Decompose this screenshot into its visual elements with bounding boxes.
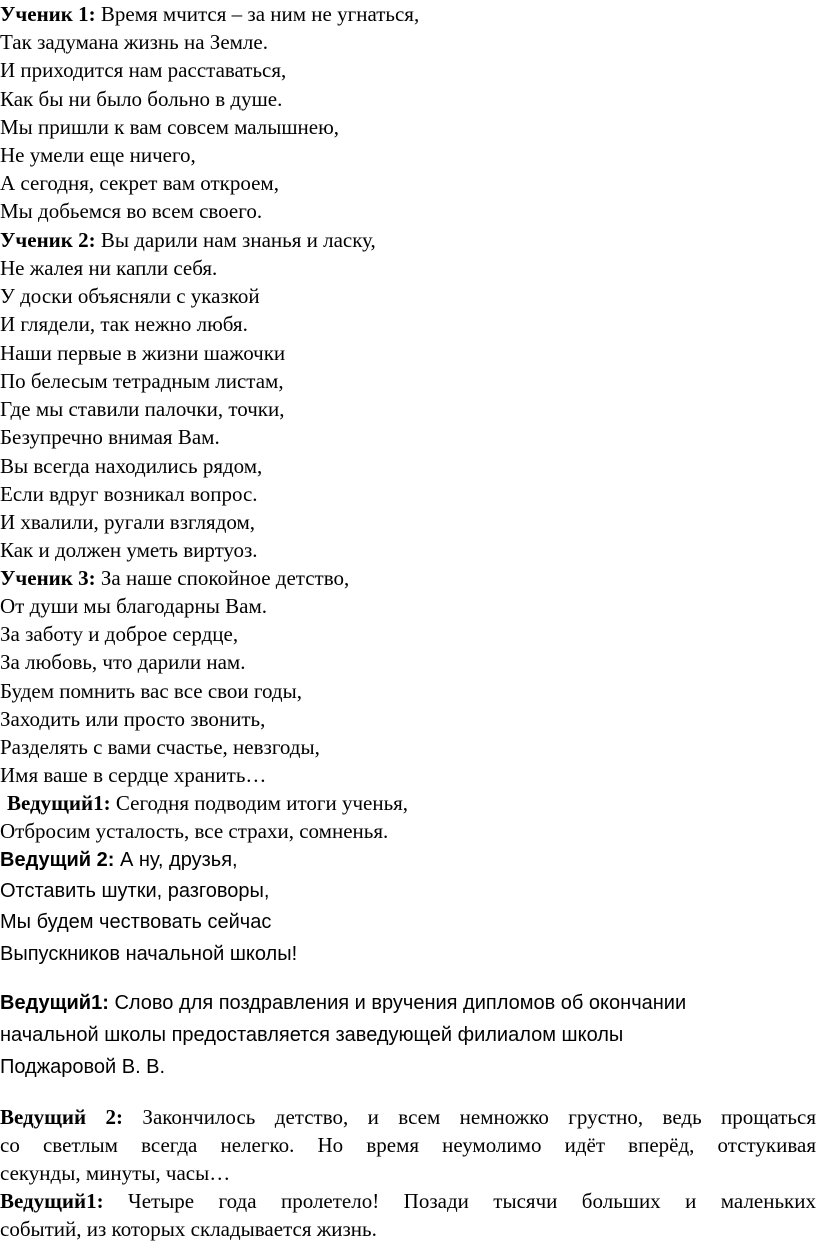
speaker-label: Ведущий1: [0,992,109,1014]
host-2-line: Отставить шутки, разговоры, [0,880,270,902]
speaker-label: Ученик 3: [0,566,96,590]
stanza-3-line: Будем помнить вас все свои годы, [0,679,302,703]
stanza-3-line: За любовь, что дарили нам. [0,650,246,674]
verse-text: Время мчится – за ним не угнаться, [95,2,420,26]
stanza-2-line: У доски объясняли с указкой [0,284,260,308]
verse-text: Вы дарили нам знанья и ласку, [95,228,376,252]
verse-text: Сегодня подводим итоги ученья, [110,791,409,815]
paragraph-2-line-1 [0,1189,816,1213]
host-2-line: Мы будем чествовать сейчас [0,911,272,933]
stanza-1-line: Как бы ни было больно в душе. [0,87,283,111]
paragraph-1-line: секунды, минуты, часы… [0,1161,231,1185]
stanza-2-line: Где мы ставили палочки, точки, [0,397,285,421]
stanza-1-line: Мы добьемся во всем своего. [0,199,263,223]
stanza-2-line: И глядели, так нежно любя. [0,312,248,336]
verse-text: А ну, друзья, [114,849,238,871]
verse-text: За наше спокойное детство, [95,566,350,590]
paragraph-1-line-1 [0,1105,816,1129]
host-1-line: Отбросим усталость, все страхи, сомненья. [0,819,389,843]
host-3-line: Поджаровой В. В. [0,1056,166,1078]
stanza-2-line: Наши первые в жизни шажочки [0,341,286,365]
paragraph-1-line: со светлым всегда нелегко. Но время неумолимо идёт вперёд, отстукивая [0,1133,816,1157]
stanza-2-line: Не жалея ни капли себя. [0,256,218,280]
stanza-2-line: Как и должен уметь виртуоз. [0,538,258,562]
paragraph-text: Закончилось детство, и всем немножко грустно, ведь прощаться [123,1105,816,1129]
stanza-2-line: Если вдруг возникал вопрос. [0,482,258,506]
host-3-line: начальной школы предоставляется заведующей филиалом школы [0,1024,624,1046]
stanza-1-line: Так задумана жизнь на Земле. [0,30,268,54]
stanza-3-line-1 [0,566,349,590]
speaker-label: Ведущий 2: [0,849,115,871]
host-3-line-1 [0,991,686,1015]
paragraph-text: Четыре года пролетело! Позади тысячи больших и маленьких [103,1189,816,1213]
stanza-3-line: Заходить или просто звонить, [0,707,266,731]
stanza-1-line: А сегодня, секрет вам откроем, [0,171,279,195]
stanza-2-line: И хвалили, ругали взглядом, [0,510,256,534]
speaker-label: Ведущий1: [0,1189,104,1213]
stanza-2-line: Вы всегда находились рядом, [0,454,263,478]
speaker-label: Ученик 2: [0,228,96,252]
stanza-2-line: По белесым тетрадным листам, [0,369,284,393]
stanza-2-line-1 [0,228,376,252]
stanza-2-line: Безупречно внимая Вам. [0,425,220,449]
stanza-3-line: Имя ваше в сердце хранить… [0,763,267,787]
stanza-3-line: Разделять с вами счастье, невзгоды, [0,735,320,759]
host-1-line-1 [7,791,408,815]
announcement-text: Слово для поздравления и вручения дипломов об окончании [108,992,687,1014]
stanza-1-line-1 [0,2,419,26]
paragraph-2-line: событий, из которых складывается жизнь. [0,1217,377,1241]
stanza-3-line: За заботу и доброе сердце, [0,622,239,646]
stanza-3-line: От души мы благодарны Вам. [0,594,268,618]
speaker-label: Ведущий 2: [0,1105,124,1129]
host-2-line: Выпускников начальной школы! [0,943,298,965]
speaker-label: Ведущий1: [7,791,111,815]
stanza-1-line: Не умели еще ничего, [0,143,196,167]
stanza-1-line: Мы пришли к вам совсем малышнею, [0,115,340,139]
speaker-label: Ученик 1: [0,2,96,26]
stanza-1-line: И приходится нам расставаться, [0,58,287,82]
host-2-line-1 [0,848,238,872]
